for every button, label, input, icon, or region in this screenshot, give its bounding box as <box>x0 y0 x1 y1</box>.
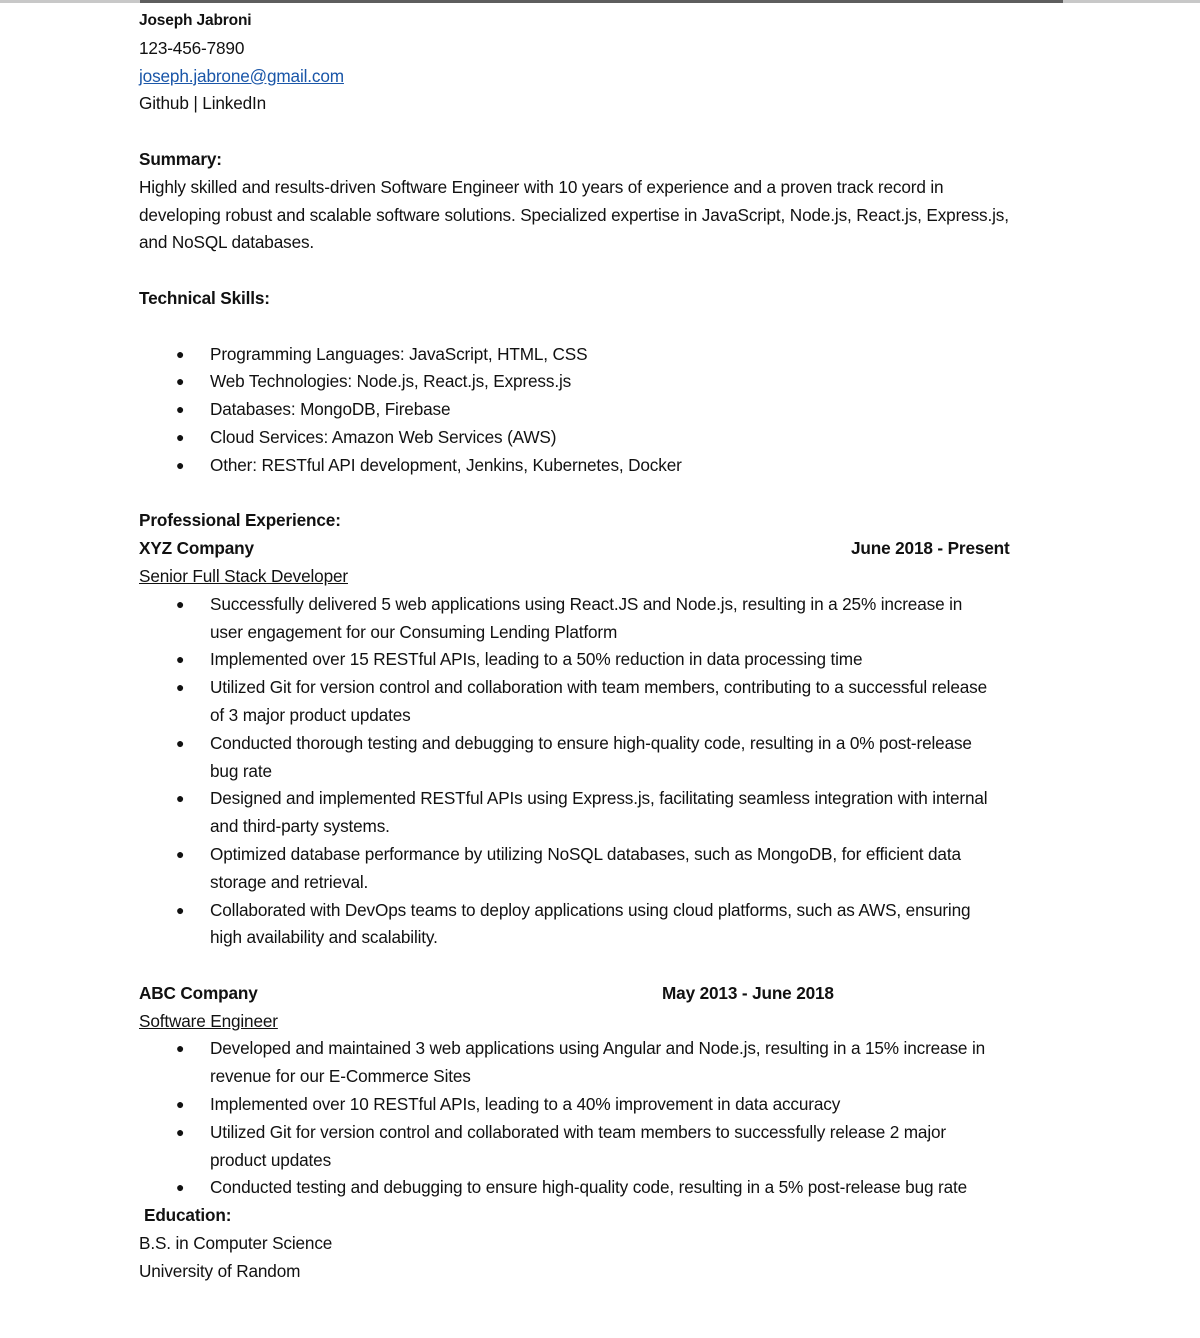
job-bullets <box>139 591 995 952</box>
company-name: ABC Company <box>139 982 258 1003</box>
window-top-border <box>0 0 1200 3</box>
skills-heading: Technical Skills: <box>139 287 270 308</box>
company-name: XYZ Company <box>139 538 254 559</box>
summary-line: developing robust and scalable software solutions. Specialized expertise in JavaScript, Node.js, React.js, Express.js, <box>139 204 1009 225</box>
bullet-icon: ● <box>176 845 185 862</box>
job-bullet: ● Collaborated with DevOps teams to deploy applications using cloud platforms, such as AWS, ensuring high availability and scalability. <box>139 897 995 953</box>
bullet-icon: ● <box>176 1096 185 1113</box>
profile-links: Github | LinkedIn <box>139 93 267 114</box>
summary-line: Highly skilled and results-driven Software Engineer with 10 years of experience and a proven track record in <box>139 176 944 197</box>
bullet-icon: ● <box>176 790 185 807</box>
bullet-icon: ● <box>176 595 185 612</box>
email-link[interactable]: joseph.jabrone@gmail.com <box>139 65 344 86</box>
bullet-icon: ● <box>176 401 185 418</box>
bullet-icon: ● <box>176 734 185 751</box>
degree: B.S. in Computer Science <box>139 1233 333 1254</box>
experience-heading: Professional Experience: <box>139 510 341 531</box>
bullet-icon: ● <box>176 373 185 390</box>
skills-list <box>139 341 1069 480</box>
summary-heading: Summary: <box>139 148 222 169</box>
job-bullet: ● Utilized Git for version control and collaboration with team members, contributing to a successful release of 3 major product updates <box>139 674 995 730</box>
bullet-icon: ● <box>176 428 185 445</box>
job-header <box>139 980 1069 1008</box>
job-title: Software Engineer <box>139 1010 278 1031</box>
resume-document <box>139 7 1069 1286</box>
bullet-icon: ● <box>176 1179 185 1196</box>
job-header <box>139 535 1069 563</box>
job-bullet: ● Implemented over 10 RESTful APIs, leading to a 40% improvement in data accuracy <box>139 1091 995 1119</box>
phone-number: 123-456-7890 <box>139 37 245 58</box>
school: University of Random <box>139 1260 301 1281</box>
job-bullets <box>139 1035 995 1202</box>
summary-line: and NoSQL databases. <box>139 232 315 253</box>
bullet-icon: ● <box>176 679 185 696</box>
job-bullet: ● Optimized database performance by utilizing NoSQL databases, such as MongoDB, for efficient data storage and retrieval. <box>139 841 995 897</box>
job-bullet: ● Conducted thorough testing and debugging to ensure high-quality code, resulting in a 0% post-release bug rate <box>139 730 995 786</box>
job-bullet: ● Successfully delivered 5 web applications using React.JS and Node.js, resulting in a 25% increase in user engagement for our Consuming Lending Platform <box>139 591 995 647</box>
job-bullet: ● Implemented over 15 RESTful APIs, leading to a 50% reduction in data processing time <box>139 646 995 674</box>
job-bullet: ● Conducted testing and debugging to ensure high-quality code, resulting in a 5% post-release bug rate <box>139 1174 995 1202</box>
skill-item: ● Web Technologies: Node.js, React.js, Express.js <box>139 368 1069 396</box>
job-bullet: ● Utilized Git for version control and collaborated with team members to successfully release 2 major product updates <box>139 1119 995 1175</box>
job-title: Senior Full Stack Developer <box>139 565 348 586</box>
scrollbar-thumb[interactable] <box>140 0 1063 3</box>
job-dates: June 2018 - Present <box>851 538 1010 559</box>
bullet-icon: ● <box>176 901 185 918</box>
bullet-icon: ● <box>176 456 185 473</box>
job-bullet: ● Designed and implemented RESTful APIs using Express.js, facilitating seamless integration with internal and third-party systems. <box>139 785 995 841</box>
bullet-icon: ● <box>176 345 185 362</box>
skill-item: ● Programming Languages: JavaScript, HTML, CSS <box>139 341 1069 369</box>
education-heading: Education: <box>144 1205 232 1226</box>
bullet-icon: ● <box>176 1123 185 1140</box>
skill-item: ● Other: RESTful API development, Jenkins, Kubernetes, Docker <box>139 452 1069 480</box>
bullet-icon: ● <box>176 651 185 668</box>
job-dates: May 2013 - June 2018 <box>662 982 834 1003</box>
job-bullet: ● Developed and maintained 3 web applications using Angular and Node.js, resulting in a 15% increase in revenue for our E-Commerce Sites <box>139 1035 995 1091</box>
bullet-icon: ● <box>176 1040 185 1057</box>
skill-item: ● Cloud Services: Amazon Web Services (AWS) <box>139 424 1069 452</box>
candidate-name: Joseph Jabroni <box>139 12 252 29</box>
skill-item: ● Databases: MongoDB, Firebase <box>139 396 1069 424</box>
